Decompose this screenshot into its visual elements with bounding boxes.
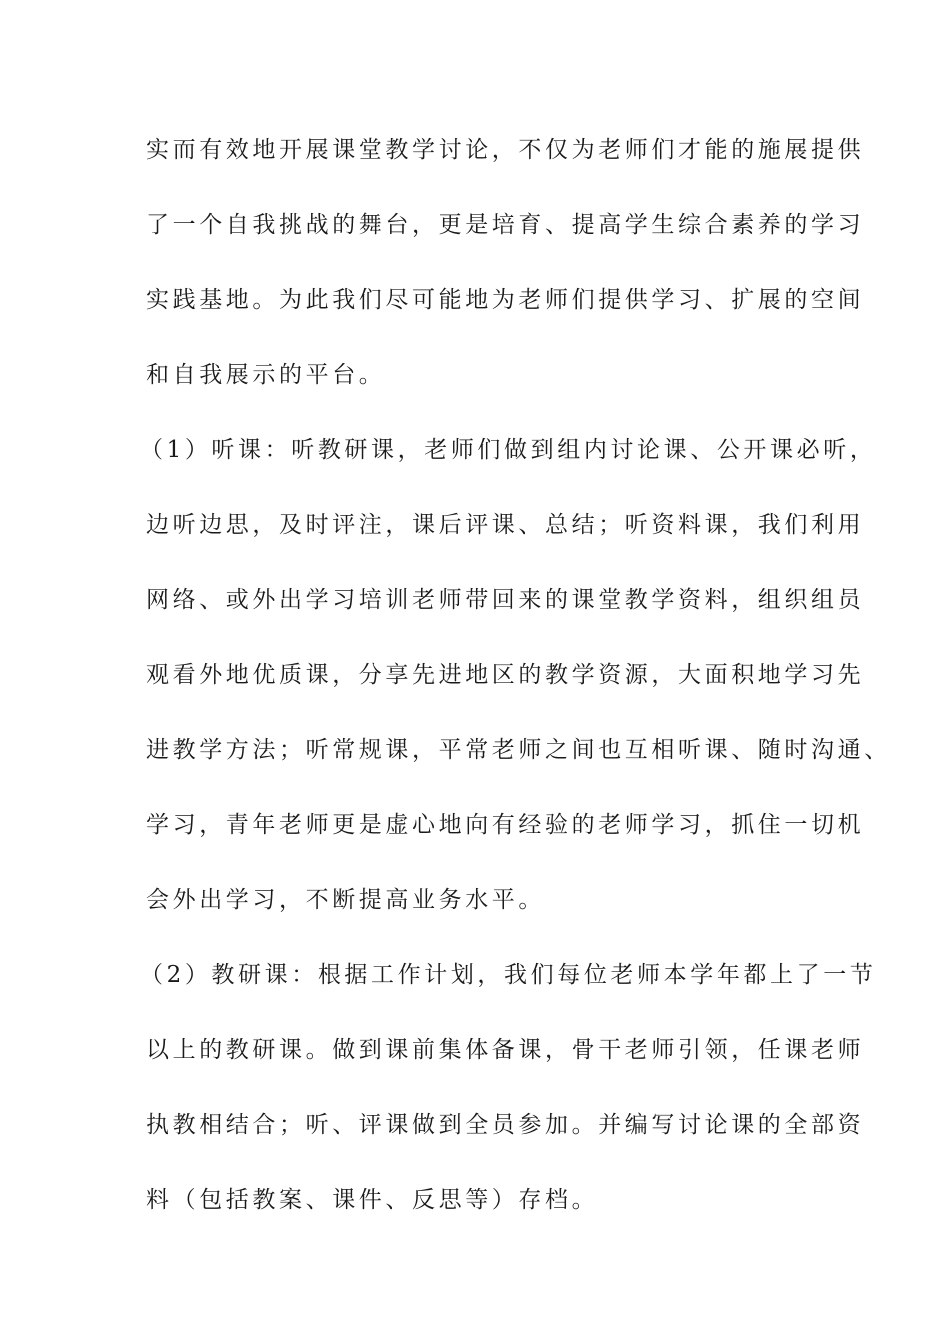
text-line: 了一个自我挑战的舞台，更是培育、提高学生综合素养的学习 bbox=[146, 212, 865, 238]
text-line: （1）听课：听教研课，老师们做到组内讨论课、公开课必听， bbox=[140, 437, 877, 463]
text-line: 网络、或外出学习培训老师带回来的课堂教学资料，组织组员 bbox=[146, 587, 865, 613]
text-line: 会外出学习，不断提高业务水平。 bbox=[146, 887, 545, 913]
text-line: 学习，青年老师更是虚心地向有经验的老师学习，抓住一切机 bbox=[146, 812, 865, 838]
text-line: 观看外地优质课，分享先进地区的教学资源，大面积地学习先 bbox=[146, 662, 865, 688]
text-line: 边听边思，及时评注，课后评课、总结；听资料课，我们利用 bbox=[146, 512, 865, 538]
text-line: 和自我展示的平台。 bbox=[146, 362, 386, 388]
text-line: 以上的教研课。做到课前集体备课，骨干老师引领，任课老师 bbox=[146, 1037, 865, 1063]
text-line: 实践基地。为此我们尽可能地为老师们提供学习、扩展的空间 bbox=[146, 287, 865, 313]
text-line: 执教相结合；听、评课做到全员参加。并编写讨论课的全部资 bbox=[146, 1112, 865, 1138]
text-line: （2）教研课：根据工作计划，我们每位老师本学年都上了一节 bbox=[140, 962, 877, 988]
text-line: 进教学方法；听常规课，平常老师之间也互相听课、随时沟通、 bbox=[146, 737, 891, 763]
text-line: 料（包括教案、课件、反思等）存档。 bbox=[146, 1187, 599, 1213]
text-line: 实而有效地开展课堂教学讨论，不仅为老师们才能的施展提供 bbox=[146, 137, 865, 163]
